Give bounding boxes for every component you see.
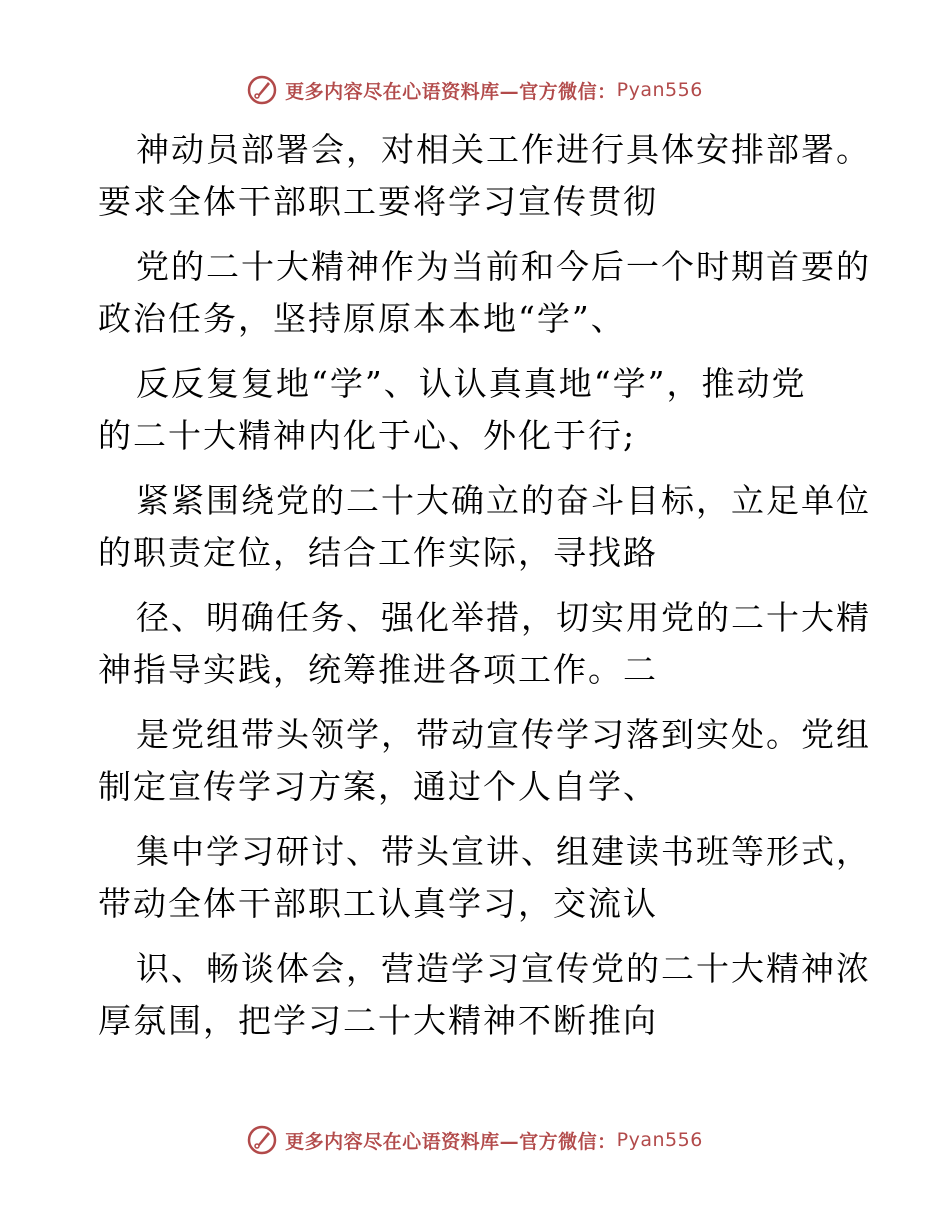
text-line: 要求全体干部职工要将学习宣传贯彻 <box>98 182 658 221</box>
text-line: 厚氛围，把学习二十大精神不断推向 <box>98 1001 658 1040</box>
quill-logo-icon <box>247 75 277 105</box>
paragraph <box>98 826 871 930</box>
wechat-id: Pyan556 <box>616 79 703 101</box>
text-line: 政治任务，坚持原原本本地“学”、 <box>98 299 626 338</box>
text-line: 神动员部署会，对相关工作进行具体安排部署。 <box>136 130 871 169</box>
footer-watermark <box>0 1120 950 1160</box>
paragraph <box>98 592 871 696</box>
watermark-text: 更多内容尽在心语资料库—官方微信： <box>285 80 617 103</box>
document-body <box>98 124 871 1060</box>
paragraph <box>98 943 871 1047</box>
text-line: 的二十大精神内化于心、外化于行; <box>98 416 637 455</box>
text-line: 带动全体干部职工认真学习，交流认 <box>98 884 658 923</box>
text-line: 党的二十大精神作为当前和今后一个时期首要的 <box>136 247 871 286</box>
text-line: 紧紧围绕党的二十大确立的奋斗目标，立足单位 <box>136 481 871 520</box>
wechat-id: Pyan556 <box>616 1129 703 1151</box>
text-line: 神指导实践，统筹推进各项工作。二 <box>98 650 658 689</box>
watermark-text: 更多内容尽在心语资料库—官方微信： <box>285 1130 617 1153</box>
text-line: 是党组带头领学，带动宣传学习落到实处。党组 <box>136 715 871 754</box>
text-line: 径、明确任务、强化举措，切实用党的二十大精 <box>136 598 871 637</box>
text-line: 反反复复地“学”、认认真真地“学”，推动党 <box>136 364 807 403</box>
header-watermark <box>0 70 950 110</box>
paragraph <box>98 475 871 579</box>
paragraph <box>98 241 871 345</box>
quill-logo-icon <box>247 1125 277 1155</box>
paragraph <box>98 709 871 813</box>
text-line: 集中学习研讨、带头宣讲、组建读书班等形式， <box>136 832 871 871</box>
paragraph <box>98 124 871 228</box>
paragraph <box>98 358 858 462</box>
text-line: 的职责定位，结合工作实际，寻找路 <box>98 533 658 572</box>
text-line: 识、畅谈体会，营造学习宣传党的二十大精神浓 <box>136 949 871 988</box>
text-line: 制定宣传学习方案，通过个人自学、 <box>98 767 658 806</box>
